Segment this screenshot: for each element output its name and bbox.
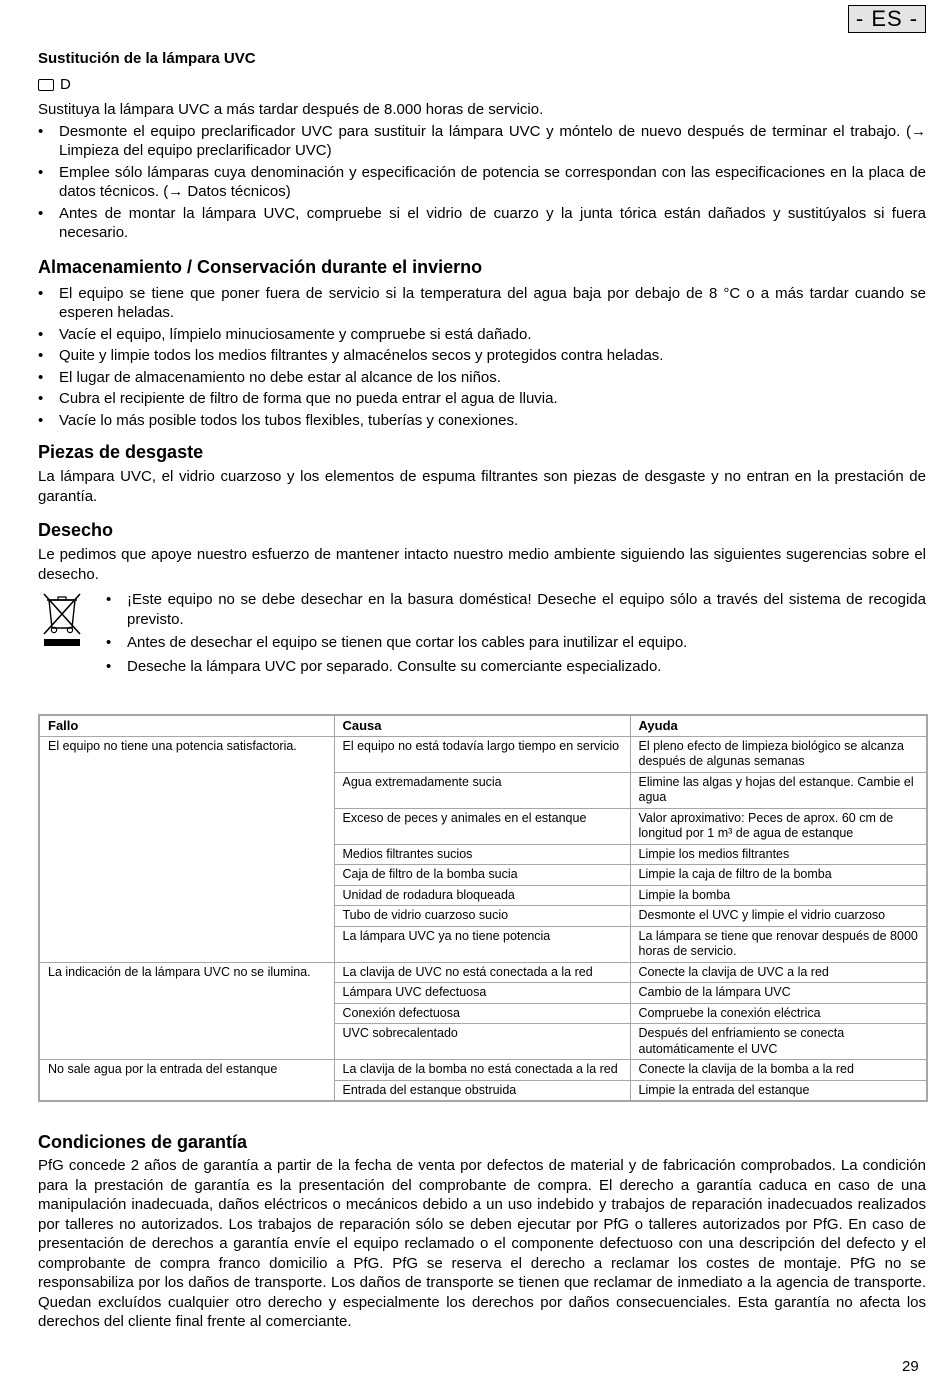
storage-section	[38, 255, 926, 431]
fault-cell: La indicación de la lámpara UVC no se ilumina.	[39, 962, 334, 1060]
list-item: • Quite y limpie todos los medios filtrantes y almacénelos secos y protegidos contra heladas.	[38, 347, 664, 364]
page-number: 29	[902, 1358, 919, 1375]
list-item: • El lugar de almacenamiento no debe estar al alcance de los niños.	[38, 368, 501, 386]
column-header-remedy: Ayuda	[630, 715, 927, 736]
cause-cell: Exceso de peces y animales en el estanque	[334, 808, 630, 844]
cause-cell: La clavija de la bomba no está conectada a la red	[334, 1060, 630, 1081]
remedy-cell: Conecte la clavija de UVC a la red	[630, 962, 927, 983]
uvc-replacement-heading: Sustitución de la lámpara UVC	[38, 50, 256, 67]
list-item: • El equipo se tiene que poner fuera de servicio si la temperatura del agua baja por debajo de 8 °C o a más tardar cuando se esperen heladas.	[38, 284, 926, 321]
remedy-cell: La lámpara se tiene que renovar después de 8000 horas de servicio.	[630, 926, 927, 962]
list-item: • Antes de desechar el equipo se tienen que cortar los cables para inutilizar el equipo.	[106, 634, 688, 651]
disposal-text: Le pedimos que apoye nuestro esfuerzo de mantener intacto nuestro medio ambiente siguiendo las siguientes sugerencias sobre el desecho.	[38, 546, 926, 583]
uvc-replacement-intro: Sustituya la lámpara UVC a más tardar después de 8.000 horas de servicio.	[38, 101, 544, 118]
cause-cell: Caja de filtro de la bomba sucia	[334, 865, 630, 886]
crossed-out-wheelie-bin-icon	[38, 590, 100, 680]
cause-cell: La clavija de UVC no está conectada a la red	[334, 962, 630, 983]
warranty-text: PfG concede 2 años de garantía a partir de la fecha de venta por defectos de material y de fabricación comprobados. La condición para la prestación de garantía es la presentación del comprobante de compra. El derecho a garantía caduca en caso de una manipulación inadecuada, daños eléctricos o mecánicos debido a un uso indebido y trabajos de reparación inadecuados realizados por talleres no autorizados. Los trabajos de reparación sólo se deben ejecutar por PfG o talleres autorizados por PfG. En caso de presentación de derechos a garantía envíe el equipo reclamado o el componente defectuoso con una descripción del defecto y el comprobante de compra franco domicilio a PfG. PfG se reserva el derecho a reclamar los costes de montaje. PfG no se responsabiliza por los daños de transporte. Los daños de transporte se tienen que reclamar de inmediato a la agencia de transporte. Quedan excluídos cualquier otro derecho y especialmente los derechos por daños consecuenciales. Esta garantía no afecta los derechos del cliente final frente al comerciante.	[38, 1157, 926, 1330]
cause-cell: UVC sobrecalentado	[334, 1024, 630, 1060]
remedy-cell: Conecte la clavija de la bomba a la red	[630, 1060, 927, 1081]
page-content	[38, 46, 926, 1332]
cause-cell: Unidad de rodadura bloqueada	[334, 885, 630, 906]
storage-heading: Almacenamiento / Conservación durante el invierno	[38, 256, 483, 277]
storage-list	[38, 284, 926, 431]
warranty-section	[38, 1130, 926, 1332]
wear-parts-text: La lámpara UVC, el vidrio cuarzoso y los elementos de espuma filtrantes son piezas de desgaste y no entran en la prestación de garantía.	[38, 468, 926, 505]
fault-cell: No sale agua por la entrada del estanque	[39, 1060, 334, 1102]
remedy-cell: Limpie la entrada del estanque	[630, 1080, 927, 1101]
uvc-replacement-list	[38, 122, 926, 243]
table-row	[39, 736, 927, 772]
table-header-row	[39, 715, 927, 736]
fault-cell: El equipo no tiene una potencia satisfactoria.	[39, 736, 334, 962]
wear-parts-heading: Piezas de desgaste	[38, 442, 204, 462]
remedy-cell: Valor aproximativo: Peces de aprox. 60 cm de longitud por 1 m³ de agua de estanque	[630, 808, 927, 844]
disposal-list	[106, 590, 926, 680]
language-tag: - ES -	[848, 5, 926, 33]
cause-cell: Agua extremadamente sucia	[334, 772, 630, 808]
disposal-section	[38, 518, 926, 680]
list-item: • ¡Este equipo no se debe desechar en la basura doméstica! Deseche el equipo sólo a través del sistema de recogida previsto.	[106, 591, 926, 628]
wear-parts-section	[38, 440, 926, 506]
cause-cell: Entrada del estanque obstruida	[334, 1080, 630, 1101]
remedy-cell: Cambio de la lámpara UVC	[630, 983, 927, 1004]
list-item: • Vacíe lo más posible todos los tubos flexibles, tuberías y conexiones.	[38, 411, 519, 429]
column-header-cause: Causa	[334, 715, 630, 736]
list-item: • Antes de montar la lámpara UVC, compruebe si el vidrio de cuarzo y la junta tórica están dañados y sustitúyalos si fuera necesario.	[38, 204, 926, 241]
table-row	[39, 1060, 927, 1081]
list-item: • Cubra el recipiente de filtro de forma que no pueda entrar el agua de lluvia.	[38, 390, 558, 407]
cause-cell: Conexión defectuosa	[334, 1003, 630, 1024]
remedy-cell: Limpie la bomba	[630, 885, 927, 906]
disposal-heading: Desecho	[38, 520, 114, 540]
remedy-cell: El pleno efecto de limpieza biológico se alcanza después de algunas semanas	[630, 736, 927, 772]
remedy-cell: Elimine las algas y hojas del estanque. Cambie el agua	[630, 772, 927, 808]
list-item: • Deseche la lámpara UVC por separado. Consulte su comerciante especializado.	[106, 657, 662, 675]
column-header-fault: Fallo	[39, 715, 334, 736]
remedy-cell: Limpie la caja de filtro de la bomba	[630, 865, 927, 886]
table-row	[39, 962, 927, 983]
remedy-cell: Compruebe la conexión eléctrica	[630, 1003, 927, 1024]
uvc-replacement-section	[38, 48, 926, 243]
list-item: • Desmonte el equipo preclarificador UVC para sustituir la lámpara UVC y móntelo de nuevo después de terminar el trabajo. (→ Limpieza del equipo preclarificador UVC)	[38, 122, 926, 159]
troubleshooting-table	[38, 714, 928, 1102]
interval-label: D	[60, 76, 71, 93]
remedy-cell: Limpie los medios filtrantes	[630, 844, 927, 865]
remedy-cell: Desmonte el UVC y limpie el vidrio cuarzoso	[630, 906, 927, 927]
remedy-cell: Después del enfriamiento se conecta automáticamente el UVC	[630, 1024, 927, 1060]
disposal-block	[38, 590, 926, 680]
warranty-heading: Condiciones de garantía	[38, 1132, 248, 1152]
cause-cell: Lámpara UVC defectuosa	[334, 983, 630, 1004]
cause-cell: La lámpara UVC ya no tiene potencia	[334, 926, 630, 962]
cause-cell: Medios filtrantes sucios	[334, 844, 630, 865]
list-item: • Emplee sólo lámparas cuya denominación y especificación de potencia se correspondan con las especificaciones en la placa de datos técnicos. (→ Datos técnicos)	[38, 163, 926, 200]
list-item: • Vacíe el equipo, límpielo minuciosamente y compruebe si está dañado.	[38, 325, 532, 343]
maintenance-interval-line	[38, 74, 926, 96]
cause-cell: Tubo de vidrio cuarzoso sucio	[334, 906, 630, 927]
cause-cell: El equipo no está todavía largo tiempo en servicio	[334, 736, 630, 772]
box-icon	[38, 79, 54, 91]
